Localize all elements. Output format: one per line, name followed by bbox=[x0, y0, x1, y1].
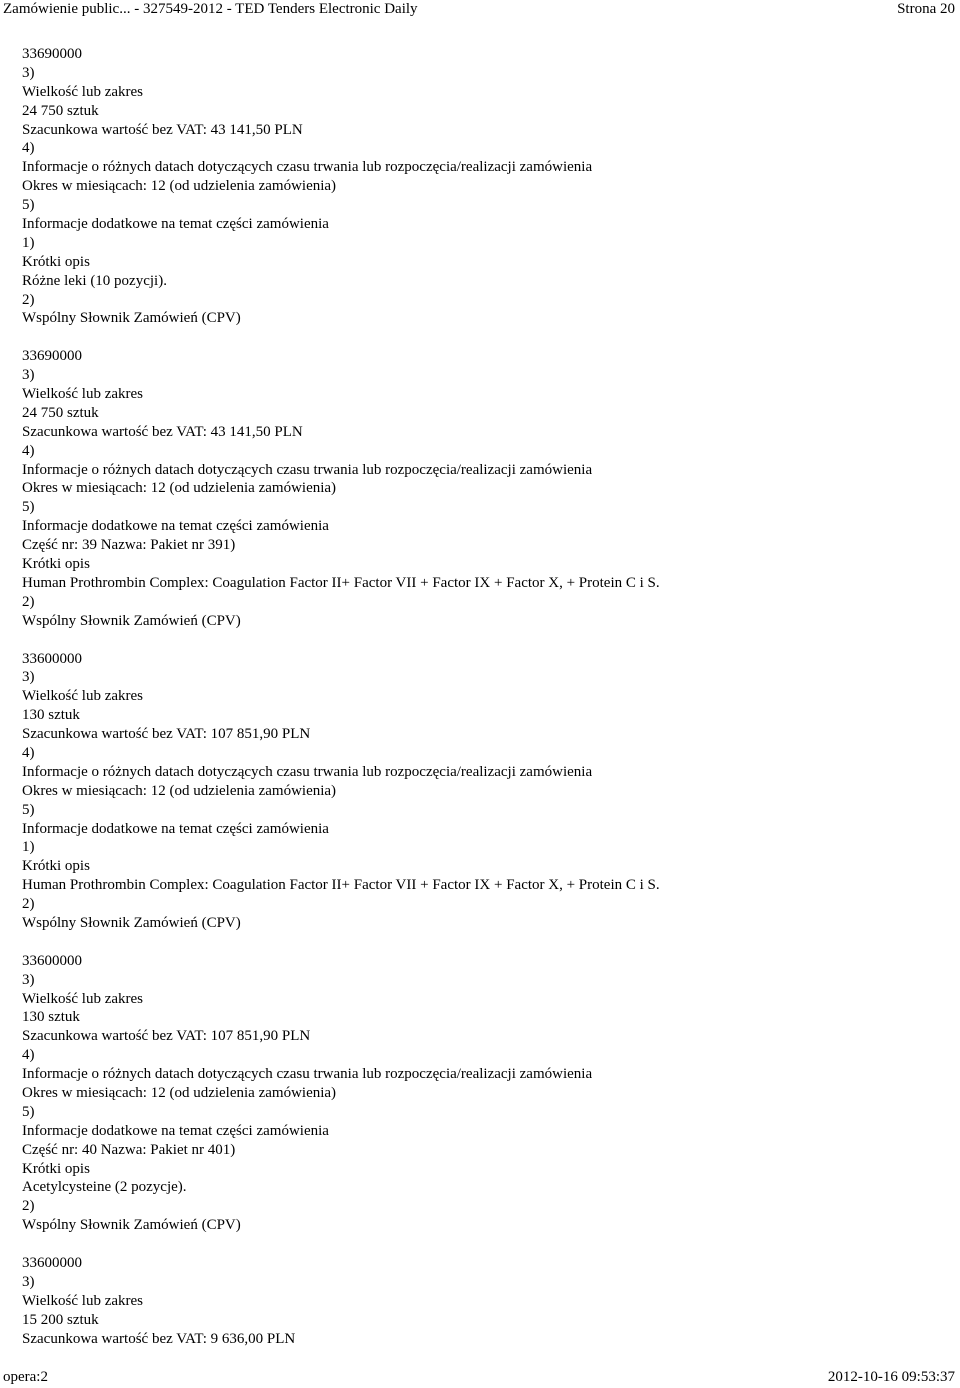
document-line: Wielkość lub zakres bbox=[22, 386, 144, 403]
document-line: Szacunkowa wartość bez VAT: 9 636,00 PLN bbox=[22, 1330, 296, 1347]
blank-line bbox=[22, 1235, 952, 1254]
blank-line bbox=[22, 328, 952, 347]
document-line: 4) bbox=[22, 744, 35, 761]
document-line: 3) bbox=[22, 669, 35, 686]
document-line: 2) bbox=[22, 291, 35, 308]
document-line: Informacje dodatkowe na temat części zamówienia bbox=[22, 820, 329, 837]
document-line: Human Prothrombin Complex: Coagulation Factor II+ Factor VII + Factor IX + Factor X, + Protein C i S. bbox=[22, 574, 660, 591]
document-line: 130 sztuk bbox=[22, 707, 80, 724]
document-line: Informacje dodatkowe na temat części zamówienia bbox=[22, 216, 329, 233]
document-line: 130 sztuk bbox=[22, 1009, 80, 1026]
document-line: 4) bbox=[22, 1047, 35, 1064]
document-line: Część nr: 40 Nazwa: Pakiet nr 401) bbox=[22, 1141, 236, 1158]
document-line: Okres w miesiącach: 12 (od udzielenia zamówienia) bbox=[22, 178, 337, 195]
document-line: Wielkość lub zakres bbox=[22, 83, 144, 100]
document-line: Acetylcysteine (2 pozycje). bbox=[22, 1179, 187, 1196]
document-line: Wspólny Słownik Zamówień (CPV) bbox=[22, 914, 241, 931]
document-line: Informacje o różnych datach dotyczących czasu trwania lub rozpoczęcia/realizacji zamówienia bbox=[22, 159, 593, 176]
document-line: 2) bbox=[22, 896, 35, 913]
document-line: 33690000 bbox=[22, 46, 82, 62]
document-line: Okres w miesiącach: 12 (od udzielenia zamówienia) bbox=[22, 782, 337, 799]
document-line: Szacunkowa wartość bez VAT: 107 851,90 PLN bbox=[22, 726, 311, 743]
document-line: 24 750 sztuk bbox=[22, 102, 99, 119]
document-line: 1) bbox=[22, 839, 35, 856]
document-line: Wspólny Słownik Zamówień (CPV) bbox=[22, 310, 241, 327]
document-line: Informacje o różnych datach dotyczących czasu trwania lub rozpoczęcia/realizacji zamówienia bbox=[22, 461, 593, 478]
document-line: 3) bbox=[22, 64, 35, 81]
document-line: 2) bbox=[22, 593, 35, 610]
document-line: 4) bbox=[22, 140, 35, 157]
document-line: Informacje o różnych datach dotyczących czasu trwania lub rozpoczęcia/realizacji zamówienia bbox=[22, 1066, 593, 1083]
document-line: 2) bbox=[22, 1198, 35, 1215]
document-line: 4) bbox=[22, 442, 35, 459]
page-number: Strona 20 bbox=[897, 1, 955, 17]
document-line: Wielkość lub zakres bbox=[22, 688, 144, 705]
document-line: Szacunkowa wartość bez VAT: 43 141,50 PLN bbox=[22, 121, 303, 138]
document-line: Krótki opis bbox=[22, 1160, 90, 1177]
document-line: 24 750 sztuk bbox=[22, 404, 99, 421]
document-line: Informacje o różnych datach dotyczących czasu trwania lub rozpoczęcia/realizacji zamówienia bbox=[22, 763, 593, 780]
document-line: 5) bbox=[22, 1103, 35, 1120]
document-line: Szacunkowa wartość bez VAT: 43 141,50 PLN bbox=[22, 423, 303, 440]
document-line: 5) bbox=[22, 801, 35, 818]
document-line: Informacje dodatkowe na temat części zamówienia bbox=[22, 518, 329, 535]
page-footer bbox=[0, 1368, 960, 1388]
document-line: 5) bbox=[22, 197, 35, 214]
document-line: Wielkość lub zakres bbox=[22, 990, 144, 1007]
document-line: Wielkość lub zakres bbox=[22, 1292, 144, 1309]
document-line: 33600000 bbox=[22, 650, 82, 667]
document-line: Informacje dodatkowe na temat części zamówienia bbox=[22, 1122, 329, 1139]
document-line: Szacunkowa wartość bez VAT: 107 851,90 PLN bbox=[22, 1028, 311, 1045]
document-line: 3) bbox=[22, 367, 35, 384]
blank-line bbox=[22, 933, 952, 952]
document-line: 33600000 bbox=[22, 952, 82, 969]
document-line: 33690000 bbox=[22, 348, 82, 365]
document-line: 3) bbox=[22, 1273, 35, 1290]
document-line: Krótki opis bbox=[22, 253, 90, 270]
page-header bbox=[0, 0, 960, 20]
document-line: 5) bbox=[22, 499, 35, 516]
document-line: Wspólny Słownik Zamówień (CPV) bbox=[22, 612, 241, 629]
document-line: 1) bbox=[22, 234, 35, 251]
document-line: Różne leki (10 pozycji). bbox=[22, 272, 167, 289]
blank-line bbox=[22, 631, 952, 650]
document-line: 15 200 sztuk bbox=[22, 1311, 99, 1328]
document-line: 33600000 bbox=[22, 1255, 82, 1271]
document-body bbox=[22, 45, 952, 1348]
page-title: Zamówienie public... - 327549-2012 - TED Tenders Electronic Daily bbox=[3, 1, 418, 17]
document-line: Krótki opis bbox=[22, 556, 90, 573]
document-line: Okres w miesiącach: 12 (od udzielenia zamówienia) bbox=[22, 1084, 337, 1101]
document-line: Okres w miesiącach: 12 (od udzielenia zamówienia) bbox=[22, 480, 337, 497]
document-line: Human Prothrombin Complex: Coagulation Factor II+ Factor VII + Factor IX + Factor X, + Protein C i S. bbox=[22, 877, 660, 894]
footer-timestamp: 2012-10-16 09:53:37 bbox=[827, 1369, 955, 1385]
document-line: Wspólny Słownik Zamówień (CPV) bbox=[22, 1217, 241, 1234]
footer-source: opera:2 bbox=[3, 1369, 48, 1385]
document-line: Krótki opis bbox=[22, 858, 90, 875]
document-line: 3) bbox=[22, 971, 35, 988]
document-line: Część nr: 39 Nazwa: Pakiet nr 391) bbox=[22, 537, 236, 554]
